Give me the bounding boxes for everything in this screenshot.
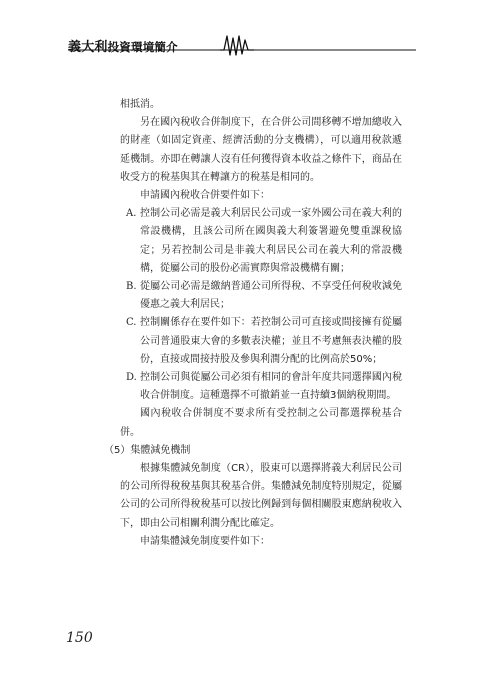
list-item-text: 控制公司必需是義大利居民公司或一家外國公司在義大利的常設機構，且該公司所在國與義大利簽署避免雙重課稅協定；另若控制公司是非義大利居民公司在義大利的常設機構，從屬公司的股份必需實際與常設機構有關； — [140, 208, 402, 274]
list-item — [120, 369, 402, 405]
paragraph-requirements-intro: 申請國內稅收合併要件如下： — [140, 190, 270, 202]
list-item-label: B. — [126, 281, 137, 293]
running-header — [68, 28, 416, 56]
paragraph-group-relief: 根據集體減免制度（CR），股東可以選擇將義大利居民公司的公司所得稅稅基與其稅基合併。集體減免制度特別規定，從屬公司的公司所得稅稅基可以按比例歸到每個相關股東應納稅收入下，即由公司相關利潤分配比確定。 — [120, 463, 402, 529]
paragraph-deferral: 另在國內稅收合併制度下，在合併公司間移轉不增加總收入的財產（如固定資產、經濟活動的分支機構），可以適用稅款遞延機制。亦即在轉讓人沒有任何獲得資本收益之條件下，商品在收受方的稅基與其在轉讓方的稅基是相同的。 — [120, 117, 402, 183]
list-item-text: 控制關係存在要件如下：若控制公司可直接或間接擁有從屬公司普通股東大會的多數表決權；並且不考慮無表決權的股份，直接或間接持股及參與利潤分配的比例高於50%； — [140, 317, 402, 365]
list-item — [120, 314, 402, 369]
header-title — [68, 36, 178, 55]
paragraph-consolidation-note: 國內稅收合併制度不要求所有受控制之公司都選擇稅基合併。 — [120, 408, 402, 438]
list-item-label: C. — [126, 317, 137, 329]
page-number: 150 — [66, 630, 93, 646]
section-heading — [104, 442, 402, 460]
list-item-text: 從屬公司必需是繳納普通公司所得稅、不享受任何稅收減免優惠之義大利居民； — [140, 281, 402, 311]
list-item — [120, 278, 402, 314]
header-title-subtitle: 投資環境簡介 — [107, 40, 178, 54]
continuation-line: 相抵消。 — [120, 99, 160, 110]
section-number: （5） — [104, 444, 131, 456]
list-item-label: D. — [126, 372, 137, 384]
list-item — [120, 205, 402, 278]
list-item-label: A. — [126, 208, 137, 220]
list-item-text: 控制公司與從屬公司必須有相同的會計年度共同選擇國內稅收合併制度。這種選擇不可撤銷並一直持續3個納稅期間。 — [140, 372, 402, 402]
header-title-country: 義大利 — [68, 40, 108, 55]
page-body — [104, 96, 402, 551]
paragraph-group-relief-requirements: 申請集體減免制度要件如下： — [140, 535, 270, 547]
section-title: 集體減免機制 — [130, 444, 191, 456]
